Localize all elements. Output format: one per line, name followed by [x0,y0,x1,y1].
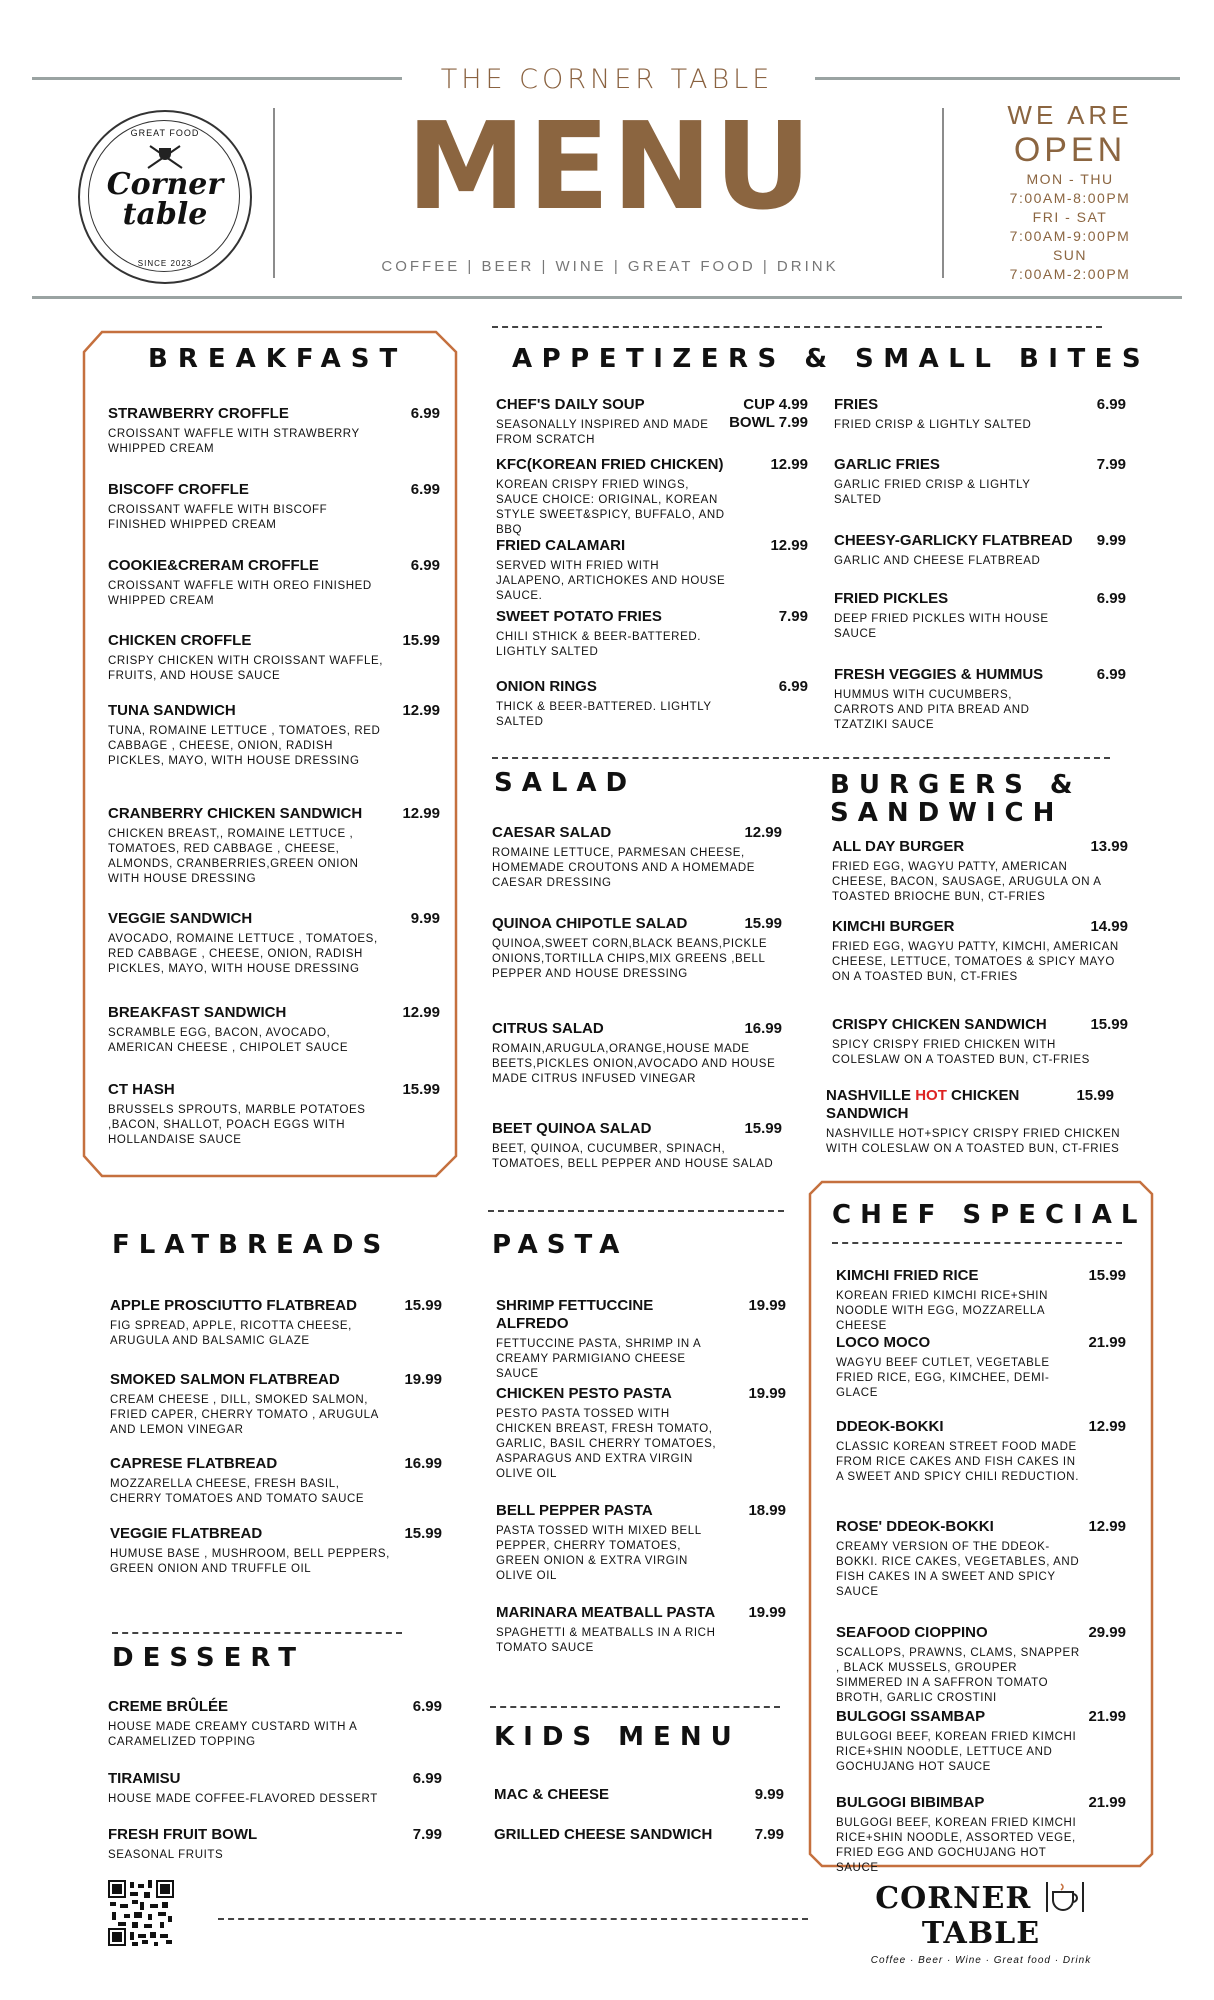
menu-item [836,1518,1126,1600]
item-name: CAPRESE FLATBREAD [110,1455,278,1472]
menu-item [492,1020,782,1087]
item-price: 6.99 [1096,666,1126,683]
menu-item [836,1794,1126,1876]
menu-item [492,824,782,891]
menu-item [832,1016,1128,1068]
item-price: 9.99 [1096,532,1126,549]
item-description: CROISSANT WAFFLE WITH OREO FINISHED WHIPPED CREAM [108,580,372,607]
item-price: 21.99 [1088,1708,1126,1725]
item-price: 29.99 [1088,1624,1126,1641]
item-description: CLASSIC KOREAN STREET FOOD MADE FROM RICE CAKES AND FISH CAKES IN A SWEET AND SPICY CHILI REDUCTION. [836,1441,1079,1483]
item-description: KOREAN FRIED KIMCHI RICE+SHIN NOODLE WITH EGG, MOZZARELLA CHEESE [836,1290,1048,1332]
item-name: SHRIMP FETTUCCINE ALFREDO [496,1297,654,1332]
item-price: 6.99 [410,405,440,422]
menu-item-nashville: NASHVILLE HOT CHICKEN SANDWICH 15.99 NASHVILLE HOT+SPICY CRISPY FRIED CHICKEN WITH COLESLAW ON A TOASTED BUN, CT-FRIES [826,1087,1121,1155]
pasta-top-rule [488,1210,784,1212]
item-description: ROMAINE LETTUCE, PARMESAN CHEESE, HOMEMADE CROUTONS AND A HOMEMADE CAESAR DRESSING [492,847,756,889]
item-name: COOKIE&CRERAM CROFFLE [108,557,319,574]
item-description: ROMAIN,ARUGULA,ORANGE,HOUSE MADE BEETS,PICKLES ONION,AVOCADO AND HOUSE MADE CITRUS INFUSED VINEGAR [492,1043,776,1085]
menu-item [496,1604,786,1656]
item-name: BEET QUINOA SALAD [492,1120,652,1137]
item-price: 15.99 [1090,1016,1128,1033]
menu-item [494,1786,784,1804]
item-price: 6.99 [410,481,440,498]
footer-logo: CORNER TABLE Coffee · Beer · Wine · Great food · Drink [870,1881,1092,1966]
item-description: SERVED WITH FRIED WITH JALAPENO, ARTICHOKES AND HOUSE SAUCE. [496,560,726,602]
menu-item [108,481,440,533]
item-description: FRIED CRISP & LIGHTLY SALTED [834,419,1032,431]
item-description: GARLIC FRIED CRISP & LIGHTLY SALTED [834,479,1031,506]
item-description: CREAM CHEESE , DILL, SMOKED SALMON, FRIED CAPER, CHERRY TOMATO , ARUGULA AND LEMON VINEGAR [110,1394,379,1436]
menu-item [496,1297,786,1382]
menu-item [836,1624,1126,1706]
item-price: CUP 4.99 [743,396,808,413]
item-description: CHILI STHICK & BEER-BATTERED. LIGHTLY SALTED [496,631,702,658]
menu-item [108,1081,440,1148]
item-price: 12.99 [1088,1418,1126,1435]
restaurant-logo [78,110,252,284]
item-name: BULGOGI SSAMBAP [836,1708,986,1725]
cutlery-icon [142,142,188,170]
item-description: KOREAN CRISPY FRIED WINGS, SAUCE CHOICE: ORIGINAL, KOREAN STYLE SWEET&SPICY, BUFFALO, AND BBQ [496,479,725,536]
menu-item [496,678,808,730]
menu-item [496,608,808,660]
tagline: COFFEE | BEER | WINE | GREAT FOOD | DRINK [381,258,839,275]
item-price: 6.99 [778,678,808,695]
item-name: BISCOFF CROFFLE [108,481,249,498]
item-description: HUMUSE BASE , MUSHROOM, BELL PEPPERS, GREEN ONION AND TRUFFLE OIL [110,1548,390,1575]
item-description: CREAMY VERSION OF THE DDEOK-BOKKI. RICE CAKES, VEGETABLES, AND FISH CAKES IN A SWEET AND SPICY SAUCE [836,1541,1080,1598]
item-price: 12.99 [770,456,808,473]
item-description: BEET, QUINOA, CUCUMBER, SPINACH, TOMATOES, BELL PEPPER AND HOUSE SALAD [492,1143,774,1170]
pasta-title: PASTA [492,1230,629,1260]
burgers-title-line1: BURGERS & [830,770,1082,800]
item-price: 15.99 [404,1525,442,1542]
item-name: QUINOA CHIPOTLE SALAD [492,915,688,932]
header-line-bottom [32,296,1182,299]
logo-bottom-text: SINCE 2023 [137,259,193,268]
item-name: FRIED PICKLES [834,590,949,607]
item-description: FIG SPREAD, APPLE, RICOTTA CHEESE, ARUGULA AND BALSAMIC GLAZE [110,1320,352,1347]
menu-item [496,396,808,448]
logo-script: Corner table [106,167,224,232]
menu-item [834,396,1126,433]
chef-special-rule [832,1242,1122,1244]
item-name: CAESAR SALAD [492,824,612,841]
item-name: BREAKFAST SANDWICH [108,1004,287,1021]
opening-hours: WE ARE OPEN MON - THU 7:00AM-8:00PM FRI - SAT 7:00AM-9:00PM SUN 7:00AM-2:00PM [1007,100,1133,282]
item-name: MARINARA MEATBALL PASTA [496,1604,716,1621]
item-name: ALL DAY BURGER [832,838,965,855]
item-price-secondary: BOWL 7.99 [729,414,808,431]
item-name: DDEOK-BOKKI [836,1418,944,1435]
salad-title: SALAD [494,768,637,798]
item-price: 21.99 [1088,1334,1126,1351]
menu-item [108,805,440,887]
item-price: 15.99 [1088,1267,1126,1284]
item-name: VEGGIE SANDWICH [108,910,253,927]
item-name: SWEET POTATO FRIES [496,608,662,625]
item-description: HUMMUS WITH CUCUMBERS, CARROTS AND PITA BREAD AND TZATZIKI SAUCE [834,689,1030,731]
menu-title: MENU [406,98,814,237]
item-name: TUNA SANDWICH [108,702,236,719]
menu-item [110,1455,442,1507]
menu-item [836,1708,1126,1775]
item-description: THICK & BEER-BATTERED. LIGHTLY SALTED [496,701,712,728]
item-price: 14.99 [1090,918,1128,935]
menu-item [108,1698,442,1750]
item-name: VEGGIE FLATBREAD [110,1525,263,1542]
item-price: 9.99 [754,1786,784,1803]
item-name: CHEF'S DAILY SOUP [496,396,645,413]
item-name: GRILLED CHEESE SANDWICH [494,1826,713,1843]
flatbreads-title: FLATBREADS [112,1230,391,1260]
item-price: 12.99 [1088,1518,1126,1535]
item-price: 15.99 [744,915,782,932]
item-description: TUNA, ROMAINE LETTUCE , TOMATOES, RED CABBAGE , CHEESE, ONION, RADISH PICKLES, MAYO, WITH HOUSE DRESSING [108,725,381,767]
item-description: PESTO PASTA TOSSED WITH CHICKEN BREAST, FRESH TOMATO, GARLIC, BASIL CHERRY TOMATOES, ASPARAGUS AND EXTRA VIRGIN OLIVE OIL [496,1408,717,1480]
item-description: SEASONAL FRUITS [108,1849,224,1861]
footer-rule [218,1918,808,1920]
menu-item [108,910,440,977]
menu-item [108,632,440,684]
item-description: GARLIC AND CHEESE FLATBREAD [834,555,1041,567]
restaurant-name: THE CORNER TABLE [440,64,774,95]
item-price: 7.99 [412,1826,442,1843]
header-divider-left [273,108,275,278]
dessert-title: DESSERT [112,1643,305,1673]
item-name: CRANBERRY CHICKEN SANDWICH [108,805,363,822]
item-name: STRAWBERRY CROFFLE [108,405,289,422]
item-price: 16.99 [404,1455,442,1472]
menu-item [834,666,1126,733]
item-description: SPAGHETTI & MEATBALLS IN A RICH TOMATO SAUCE [496,1627,716,1654]
item-description: FRIED EGG, WAGYU PATTY, AMERICAN CHEESE, BACON, SAUSAGE, ARUGULA ON A TOASTED BRIOCHE BUN, CT-FRIES [832,861,1101,903]
menu-item [494,1826,784,1844]
menu-item [836,1334,1126,1401]
item-description: WAGYU BEEF CUTLET, VEGETABLE FRIED RICE, EGG, KIMCHEE, DEMI-GLACE [836,1357,1050,1399]
item-price: 15.99 [404,1297,442,1314]
item-price: 12.99 [402,1004,440,1021]
item-name: GARLIC FRIES [834,456,940,473]
item-price: 12.99 [402,805,440,822]
logo-top-text: GREAT FOOD [130,128,200,138]
item-name: KIMCHI BURGER [832,918,955,935]
item-price: 21.99 [1088,1794,1126,1811]
menu-item [492,1120,782,1172]
item-price: 12.99 [402,702,440,719]
item-price: 7.99 [778,608,808,625]
item-price: 6.99 [412,1698,442,1715]
menu-item [836,1418,1126,1485]
item-description: SCRAMBLE EGG, BACON, AVOCADO, AMERICAN CHEESE , CHIPOLET SAUCE [108,1027,349,1054]
kids-title: KIDS MENU [494,1722,741,1752]
item-price: 12.99 [744,824,782,841]
menu-item [108,1004,440,1056]
item-name: KFC(KOREAN FRIED CHICKEN) [496,456,724,473]
item-price: 19.99 [404,1371,442,1388]
item-price: 7.99 [1096,456,1126,473]
item-price: 6.99 [1096,590,1126,607]
item-price: 15.99 [402,1081,440,1098]
item-name: CITRUS SALAD [492,1020,604,1037]
item-description: SCALLOPS, PRAWNS, CLAMS, SNAPPER , BLACK MUSSELS, GROUPER SIMMERED IN A SAFFRON TOMATO BROTH, GARLIC CROSTINI [836,1647,1080,1704]
chef-special-title: CHEF SPECIAL [832,1200,1147,1230]
item-description: SPICY CRISPY FRIED CHICKEN WITH COLESLAW ON A TOASTED BUN, CT-FRIES [832,1039,1090,1066]
item-name: FRIED CALAMARI [496,537,626,554]
item-price: 6.99 [412,1770,442,1787]
menu-item [496,1502,786,1584]
item-description: CROISSANT WAFFLE WITH BISCOFF FINISHED WHIPPED CREAM [108,504,328,531]
item-name: CREME BRÛLÉE [108,1698,229,1715]
item-name: SMOKED SALMON FLATBREAD [110,1371,340,1388]
item-name: CT HASH [108,1081,175,1098]
menu-item [836,1267,1126,1334]
item-name: ONION RINGS [496,678,597,695]
item-description: CROISSANT WAFFLE WITH STRAWBERRY WHIPPED CREAM [108,428,360,455]
item-name: LOCO MOCO [836,1334,931,1351]
menu-item [108,405,440,457]
menu-item [110,1525,442,1577]
appetizers-title: APPETIZERS & SMALL BITES [512,344,1151,374]
item-price: 7.99 [754,1826,784,1843]
dessert-top-rule [112,1632,402,1634]
item-name: FRESH FRUIT BOWL [108,1826,258,1843]
item-name: KIMCHI FRIED RICE [836,1267,979,1284]
item-price: 18.99 [748,1502,786,1519]
menu-item [496,1385,786,1482]
item-name: MAC & CHEESE [494,1786,610,1803]
salad-top-rule [492,757,1110,759]
menu-item [496,537,808,604]
item-price: 15.99 [744,1120,782,1137]
item-description: MOZZARELLA CHEESE, FRESH BASIL, CHERRY TOMATOES AND TOMATO SAUCE [110,1478,365,1505]
kids-top-rule [490,1706,780,1708]
item-name: SEAFOOD CIOPPINO [836,1624,988,1641]
item-description: SEASONALLY INSPIRED AND MADE FROM SCRATCH [496,419,709,446]
menu-item [108,702,440,769]
item-price: 6.99 [410,557,440,574]
menu-item [108,1770,442,1807]
item-price: 19.99 [748,1604,786,1621]
qr-code [108,1880,174,1946]
item-price: 12.99 [770,537,808,554]
item-name: BELL PEPPER PASTA [496,1502,653,1519]
item-price: 19.99 [748,1385,786,1402]
item-description: HOUSE MADE CREAMY CUSTARD WITH A CARAMELIZED TOPPING [108,1721,357,1748]
item-description: BRUSSELS SPROUTS, MARBLE POTATOES ,BACON, SHALLOT, POACH EGGS WITH HOLLANDAISE SAUCE [108,1104,366,1146]
item-description: PASTA TOSSED WITH MIXED BELL PEPPER, CHERRY TOMATOES, GREEN ONION & EXTRA VIRGIN OLIVE OIL [496,1525,702,1582]
menu-item [110,1371,442,1438]
item-description: CHICKEN BREAST,, ROMAINE LETTUCE , TOMATOES, RED CABBAGE , CHEESE, ALMONDS, CRANBERRIES,GREEN ONION WITH HOUSE DRESSING [108,828,359,885]
item-description: FRIED EGG, WAGYU PATTY, KIMCHI, AMERICAN CHEESE, LETTUCE, TOMATOES & SPICY MAYO ON A TOASTED BUN, CT-FRIES [832,941,1119,983]
item-name: CHICKEN PESTO PASTA [496,1385,672,1402]
item-name: APPLE PROSCIUTTO FLATBREAD [110,1297,357,1314]
menu-item [492,915,782,982]
item-description: HOUSE MADE COFFEE-FLAVORED DESSERT [108,1793,378,1805]
menu-item [832,838,1128,905]
item-name: CHICKEN CROFFLE [108,632,252,649]
item-name: CRISPY CHICKEN SANDWICH [832,1016,1047,1033]
item-description: FETTUCCINE PASTA, SHRIMP IN A CREAMY PARMIGIANO CHEESE SAUCE [496,1338,701,1380]
hot-label: HOT [915,1087,947,1104]
item-description: BULGOGI BEEF, KOREAN FRIED KIMCHI RICE+SHIN NOODLE, ASSORTED VEGE, FRIED EGG AND GOCHUJANG HOT SAUCE [836,1817,1077,1874]
menu-item [832,918,1128,985]
menu-item [108,1826,442,1863]
item-description: DEEP FRIED PICKLES WITH HOUSE SAUCE [834,613,1049,640]
burgers-title-line2: SANDWICH [830,798,1064,828]
menu-item [108,557,440,609]
item-price: 19.99 [748,1297,786,1314]
item-name: FRESH VEGGIES & HUMMUS [834,666,1044,683]
item-price: 15.99 [402,632,440,649]
item-name: FRIES [834,396,879,413]
item-price: 6.99 [1096,396,1126,413]
item-name: ROSE' DDEOK-BOKKI [836,1518,994,1535]
item-description: QUINOA,SWEET CORN,BLACK BEANS,PICKLE ONIONS,TORTILLA CHIPS,MIX GREENS ,BELL PEPPER AND HOUSE DRESSING [492,938,768,980]
header-divider-right [942,108,944,278]
menu-item [110,1297,442,1349]
item-description: BULGOGI BEEF, KOREAN FRIED KIMCHI RICE+SHIN NOODLE, LETTUCE AND GOCHUJANG HOT SAUCE [836,1731,1077,1773]
item-name: CHEESY-GARLICKY FLATBREAD [834,532,1073,549]
item-price: 9.99 [410,910,440,927]
item-price: 13.99 [1090,838,1128,855]
item-price: 16.99 [744,1020,782,1037]
item-description: AVOCADO, ROMAINE LETTUCE , TOMATOES, RED CABBAGE , CHEESE, ONION, RADISH PICKLES, MAYO, WITH HOUSE DRESSING [108,933,378,975]
cup-icon [1043,1880,1087,1914]
breakfast-title: BREAKFAST [148,344,408,374]
item-description: CRISPY CHICKEN WITH CROISSANT WAFFLE, FRUITS, AND HOUSE SAUCE [108,655,384,682]
item-name: BULGOGI BIBIMBAP [836,1794,985,1811]
menu-item [834,590,1126,642]
menu-item [834,532,1126,569]
menu-item [834,456,1126,508]
appetizers-top-rule [492,326,1102,328]
item-name: TIRAMISU [108,1770,181,1787]
menu-item [496,456,808,538]
